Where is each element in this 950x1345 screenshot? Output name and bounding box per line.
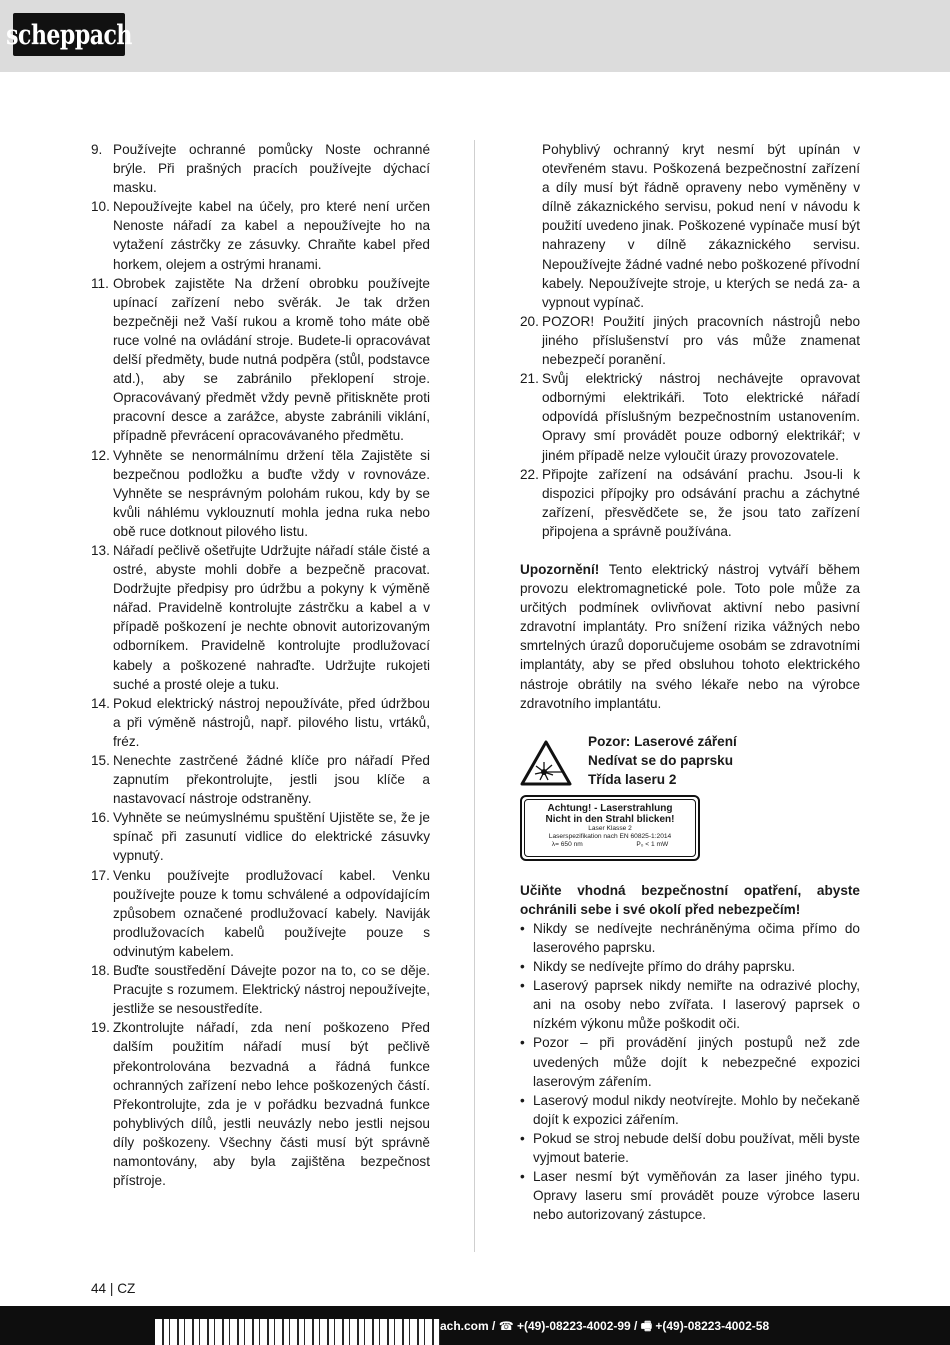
item-text: Zkontrolujte nářadí, zda není poškozeno Před dalším použitím nářadí musí být pečlivě překontrolována bezvadná a řádná funkce ochranných zařízení nebo lehce poškozených částí. Překontrolujte, zda je v pořádku bezvadná funkce pohyblivých dílů, jestli neuvázly nebo jestli nejsou díly poškozeny. Všechny části musí být správně namontovány, aby byla zajištěna bezpečnost přístroje. bbox=[113, 1020, 430, 1189]
list-item bbox=[91, 694, 430, 751]
bullet-text: Laserový modul nikdy neotvírejte. Mohlo by nečekaně dojít k expozici zářením. bbox=[533, 1092, 860, 1127]
left-column bbox=[91, 140, 430, 1190]
item-number: 11. bbox=[91, 275, 109, 291]
item-number: 16. bbox=[91, 810, 110, 826]
bullet-item bbox=[520, 1091, 860, 1129]
page-footer bbox=[0, 1306, 950, 1345]
bullet-item bbox=[520, 1167, 860, 1224]
safety-heading: Učiňte vhodná bezpečnostní opatření, abyste ochránili sebe i své okolí před nebezpečím! bbox=[520, 882, 860, 917]
bullet-item bbox=[520, 1129, 860, 1167]
item-text: Venku používejte prodlužovací kabel. Venku používejte pouze k tomu schválené a odpovídajícím způsobem označené prodlužovací kabely. Naviják prodlužovacích kabelů používejte pouze s odvinutým kabelem. bbox=[113, 867, 430, 959]
bullet-text: Nikdy se nedívejte nechráněnýma očima přímo do laserového paprsku. bbox=[533, 920, 860, 955]
bullet-dot: • bbox=[520, 1035, 525, 1051]
bullet-item bbox=[520, 919, 860, 957]
laser-label-sticker bbox=[520, 795, 700, 861]
list-item bbox=[520, 465, 860, 541]
bullet-dot: • bbox=[520, 920, 525, 936]
list-item bbox=[91, 1018, 430, 1190]
laser-line-2: Nedívat se do paprsku bbox=[588, 752, 734, 768]
page-header bbox=[0, 0, 950, 72]
laser-warning-icon bbox=[520, 740, 572, 786]
item-number: 17. bbox=[91, 867, 110, 883]
bullet-dot: • bbox=[520, 978, 525, 994]
laser-warning-text bbox=[588, 732, 737, 789]
item-text: Používejte ochranné pomůcky Noste ochranné brýle. Při prašných pracích používejte dýchací masku. bbox=[113, 142, 430, 196]
label-line-1: Achtung! - Laserstrahlung bbox=[547, 802, 673, 814]
bullet-dot: • bbox=[520, 1169, 525, 1185]
list-item bbox=[91, 866, 430, 961]
item-number: 15. bbox=[91, 753, 110, 768]
item-text: POZOR! Použití jiných pracovních nástrojů nebo jiného příslušenství pro vás může znamenat nebezpečí poranění. bbox=[542, 313, 860, 368]
list-item bbox=[91, 446, 430, 541]
label-line-4: Laserspezifikation nach EN 60825-1:2014 bbox=[548, 832, 672, 840]
bullet-item bbox=[520, 976, 860, 1033]
item-number: 12. bbox=[91, 447, 110, 463]
laser-line-3: Třída laseru 2 bbox=[588, 771, 677, 787]
right-column bbox=[520, 140, 860, 1224]
item-number: 18. bbox=[91, 963, 110, 979]
item-number: 21. bbox=[520, 371, 539, 387]
item-number: 20. bbox=[520, 313, 539, 329]
item-text: Nepoužívejte kabel na účely, pro které není určen Nenoste nářadí za kabel a nepoužívejte ho na vytažení zástrčky ze zásuvky. Chraňte kabel před horkem, olejem a ostrými hranami. bbox=[113, 199, 430, 272]
footer-redaction bbox=[155, 1319, 440, 1345]
safety-list-left bbox=[91, 140, 430, 1190]
label-wavelength: λ= 650 nm bbox=[551, 840, 583, 848]
item-number: 10. bbox=[91, 199, 110, 215]
bullet-text: Laser nesmí být vyměňován za laser jiného typu. Opravy laseru smí provádět pouze výrobce laseru nebo autorizovaný zástupce. bbox=[533, 1169, 860, 1223]
column-divider bbox=[474, 140, 475, 1252]
item-number: 19. bbox=[91, 1020, 110, 1036]
item-number: 9. bbox=[91, 142, 103, 157]
bullet-text: Laserový paprsek nikdy nemiřte na odrazivé plochy, ani na osoby nebo zvířata. I laserový paprsek o nízkém výkonu může poškodit oči. bbox=[533, 978, 860, 1032]
list-item bbox=[520, 369, 860, 464]
emf-notice bbox=[520, 560, 860, 713]
notice-text: Tento elektrický nástroj vytváří během provozu elektromagnetické pole. Toto pole může za určitých podmínek ovlivňovat aktivní nebo pasivní zdravotní implantáty. Pro snížení rizika vážných nebo smrtelných úrazů doporučujeme osobám se zdravotními implantáty, aby se před obsluhou tohoto elektrického nástroje obrátily na svého lékaře nebo na výrobce zdravotního implantátu. bbox=[520, 561, 860, 711]
item-text: Pokud elektrický nástroj nepoužíváte, před údržbou a při výměně nástrojů, např. pilového listu, vrtáků, fréz. bbox=[113, 695, 430, 749]
list-item bbox=[520, 312, 860, 369]
list-item bbox=[91, 274, 430, 446]
scheppach-logo bbox=[6, 13, 132, 56]
bullet-dot: • bbox=[520, 959, 525, 975]
item-text: Vyhněte se nenormálnímu držení těla Zajistěte si bezpečnou podložku a buďte vždy v rovnováze. Vyhněte se nesprávným polohám rukou, kdy by se kvůli náhlému vyklouznutí mohla jedna ruka nebo obě ruce dotknout pilového listu. bbox=[113, 447, 430, 539]
item-19-continuation: Pohyblivý ochranný kryt nesmí být upínán v otevřeném stavu. Poškozená bezpečnostní zařízení a díly musí být řádně opraveny nebo vyměněny v dílně zákaznického servisu, pokud není v návodu k použití uvedeno jinak. Poškozené vypínače musí být nahrazeny v dílně zákaznického servisu. Nepoužívejte žádné vadné nebo poškozené přívodní kabely. Nepoužívejte stroje, u kterých se nedá za- a vypnout vypínač. bbox=[542, 142, 860, 310]
notice-label: Upozornění! bbox=[520, 561, 600, 577]
list-item bbox=[91, 197, 430, 273]
list-item bbox=[91, 751, 430, 808]
footer-contact: ach.com / ☎ +(49)-08223-4002-99 / 🖷 +(49)-08223-4002-58 bbox=[440, 1319, 770, 1333]
bullet-item bbox=[520, 957, 860, 976]
bullet-text: Pokud se stroj nebude delší dobu používat, měli byste vyjmout baterie. bbox=[533, 1130, 860, 1166]
list-item bbox=[91, 541, 430, 694]
list-item bbox=[91, 140, 430, 197]
safety-list-right bbox=[520, 312, 860, 541]
item-number: 22. bbox=[520, 466, 539, 482]
page-number: 44 | CZ bbox=[91, 1281, 136, 1296]
label-line-3: Laser Klasse 2 bbox=[588, 824, 632, 832]
bullet-text: Nikdy se nedívejte přímo do dráhy paprsku. bbox=[533, 959, 796, 975]
bullet-item bbox=[520, 1033, 860, 1090]
item-text: Nářadí pečlivě ošetřujte Udržujte nářadí stále čisté a ostré, abyste mohli dobře a bezpečně pracovat. Dodržujte předpisy pro údržbu a pokyny k výměně nářad. Pravidelně kontrolujte zástrčku a kabel a v případě poškození je nechte obnovit autorizovaným odborníkem. Pravidelně kontrolujte prodlužovací kabely a poškozené nahraďte. Udržujte rukojeti suché a prosté oleje a tuku. bbox=[113, 542, 430, 692]
list-item bbox=[91, 808, 430, 865]
item-number: 14. bbox=[91, 695, 110, 711]
item-text: Nenechte zastrčené žádné klíče pro nářadí Před zapnutím překontrolujte, jestli jsou klíče a nastavovací nástroje odstraněny. bbox=[113, 753, 430, 807]
item-number: 13. bbox=[91, 542, 110, 558]
bullet-dot: • bbox=[520, 1092, 525, 1108]
label-line-2: Nicht in den Strahl blicken! bbox=[545, 813, 675, 825]
laser-safety-bullets bbox=[520, 919, 860, 1225]
item-text: Vyhněte se neúmyslnému spuštění Ujistěte se, že je spínač při zasunutí vidlice do elektrické zásuvky vypnutý. bbox=[113, 810, 430, 864]
item-text: Připojte zařízení na odsávání prachu. Jsou-li k dispozici přípojky pro odsávání prachu a záchytné zařízení, přesvědčete se, že jsou tato zařízení připojena a správně používána. bbox=[542, 466, 860, 539]
item-text: Obrobek zajistěte Na držení obrobku používejte upínací zařízení nebo svěrák. Je tak držen bezpečněji než Vaší rukou a kromě toho máte obě ruce volné na ovládání stroje. Budete-li opracovávat delší předměty, bude nutná podpěra (stůl, podstavce atd.), aby se zabránilo překlopení stroje. Opracovávaný předmět vždy pevně přitiskněte proti pracovní desce a zarážce, abyste zabránili viklání, případně převrácení opracovávaného předmětu. bbox=[113, 275, 430, 444]
item-text: Buďte soustředění Dávejte pozor na to, co se děje. Pracujte s rozumem. Elektrický nástroj nepoužívejte, jestliže se nesoustředíte. bbox=[113, 963, 430, 1017]
laser-warning bbox=[520, 732, 860, 862]
brand-name: scheppach bbox=[6, 18, 132, 51]
bullet-text: Pozor – při provádění jiných postupů než zde uvedených může dojít k nebezpečné expozici laserovým zářením. bbox=[533, 1035, 860, 1089]
item-text: Svůj elektrický nástroj nechávejte opravovat odbornými elektrikáři. Toto elektrické nářadí odpovídá příslušným bezpečnostním ustanovením. Opravy smí provádět pouze odborný elektrikář; v jiném případě nelze vyloučit úrazy provozovatele. bbox=[542, 371, 860, 463]
laser-line-1: Pozor: Laserové záření bbox=[588, 733, 737, 749]
list-item bbox=[91, 961, 430, 1018]
bullet-dot: • bbox=[520, 1130, 525, 1146]
label-power: P₀ < 1 mW bbox=[636, 840, 669, 848]
